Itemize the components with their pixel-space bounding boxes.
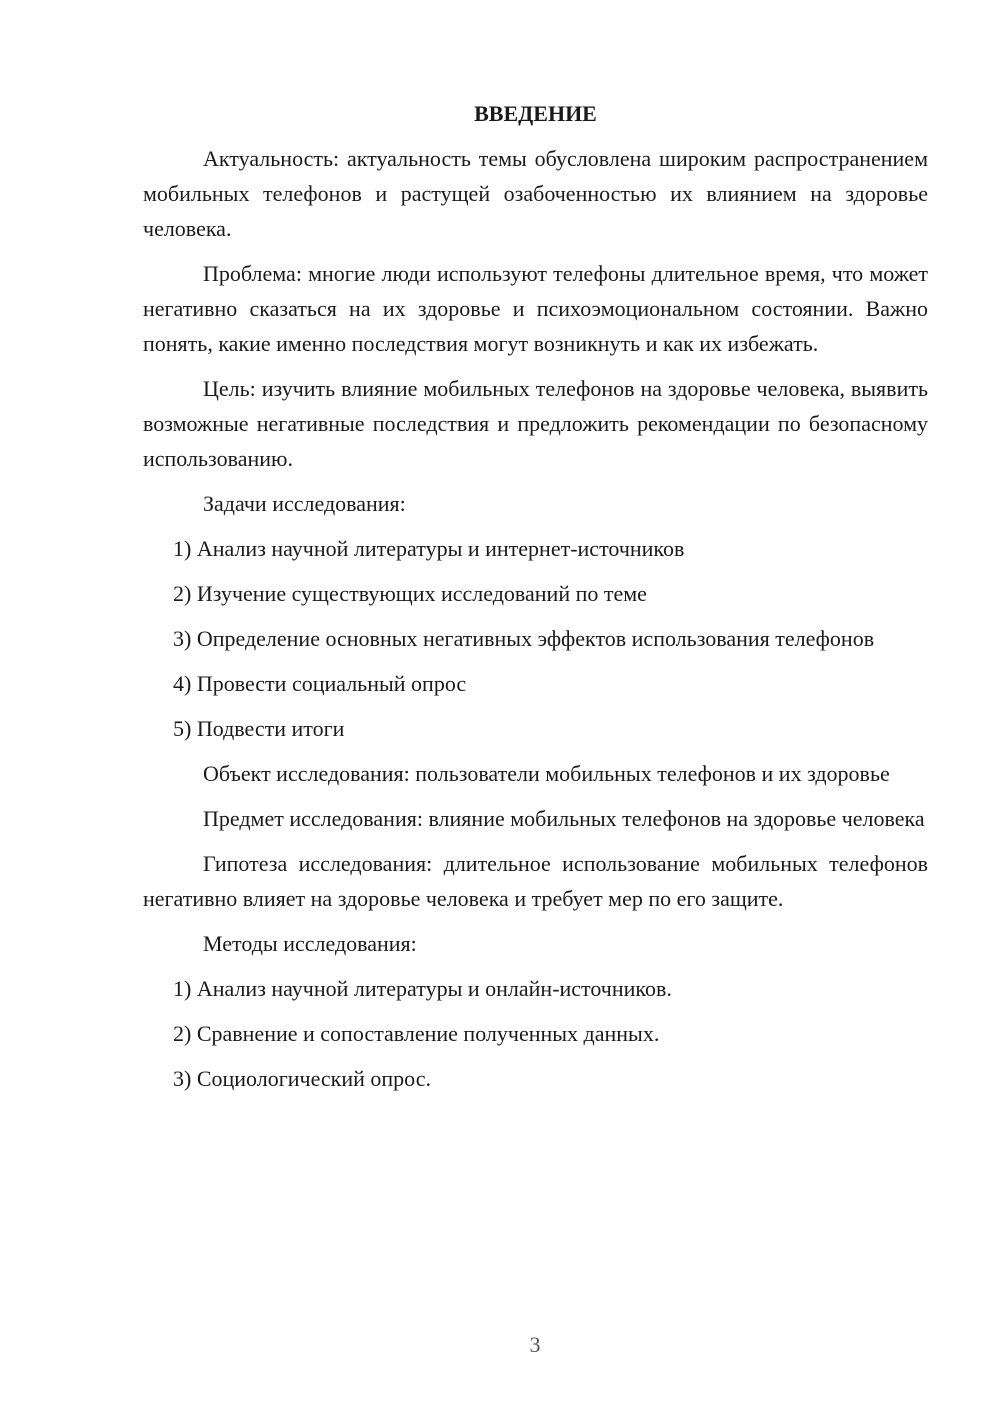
problem-paragraph: Проблема: многие люди используют телефоны длительное время, что может негативно сказаться на их здоровье и психоэмоциональном состоянии. Важно понять, какие именно последствия могут возникнуть и как их избежать. [143,261,928,356]
subject-paragraph: Предмет исследования: влияние мобильных телефонов на здоровье человека [203,806,925,831]
task-item-2: 2) Изучение существующих исследований по теме [173,581,647,606]
tasks-heading: Задачи исследования: [203,491,406,516]
method-item-3: 3) Социологический опрос. [173,1066,431,1091]
methods-heading: Методы исследования: [203,931,417,956]
object-paragraph: Объект исследования: пользователи мобильных телефонов и их здоровье [203,761,890,786]
hypothesis-paragraph: Гипотеза исследования: длительное использование мобильных телефонов негативно влияет на здоровье человека и требует мер по его защите. [143,851,928,911]
task-item-5: 5) Подвести итоги [173,716,345,741]
task-item-3: 3) Определение основных негативных эффектов использования телефонов [173,626,875,651]
goal-paragraph: Цель: изучить влияние мобильных телефонов на здоровье человека, выявить возможные негативные последствия и предложить рекомендации по безопасному использованию. [143,376,928,471]
page-number: 3 [529,1332,541,1357]
section-title: ВВЕДЕНИЕ [474,101,597,126]
method-item-1: 1) Анализ научной литературы и онлайн-источников. [173,976,672,1001]
page-content [143,96,928,1106]
task-item-4: 4) Провести социальный опрос [173,671,467,696]
relevance-paragraph: Актуальность: актуальность темы обусловлена широким распространением мобильных телефонов и растущей озабоченностью их влиянием на здоровье человека. [143,146,928,241]
method-item-2: 2) Сравнение и сопоставление полученных данных. [173,1021,660,1046]
task-item-1: 1) Анализ научной литературы и интернет-источников [173,536,685,561]
